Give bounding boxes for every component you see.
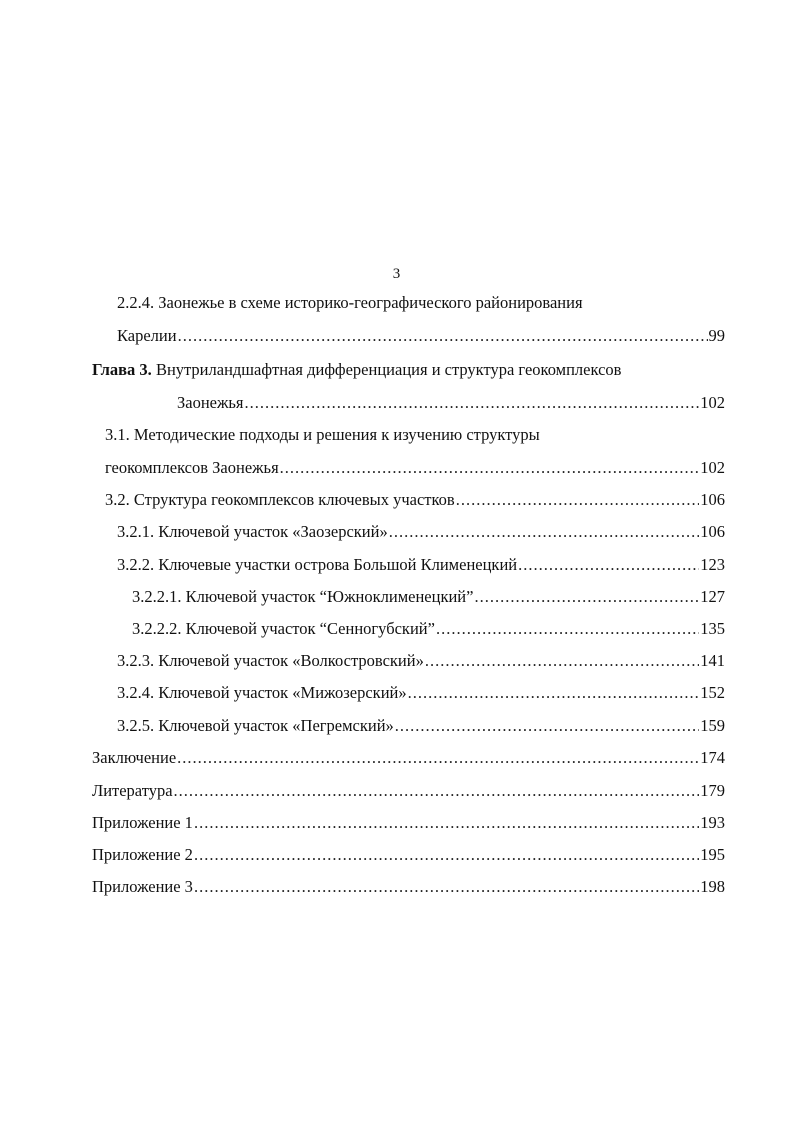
toc-page-number: 127 — [700, 587, 725, 606]
toc-entry-title: геокомплексов Заонежья — [105, 458, 279, 477]
toc-entry-3-2-2 — [117, 555, 725, 575]
toc-entry-title: 3.2.4. Ключевой участок «Мижозерский» — [117, 683, 407, 702]
toc-page-number: 179 — [700, 781, 725, 800]
toc-entry-last-line — [117, 326, 725, 346]
toc-entry-title: 3.2.2.1. Ключевой участок “Южноклименецкий” — [132, 587, 474, 606]
toc-entry-conclusion — [92, 748, 725, 768]
chapter-title: Внутриландшафтная дифференциация и структура геокомплексов — [151, 360, 622, 379]
toc-entry-title: 3.2.5. Ключевой участок «Пегремский» — [117, 716, 394, 735]
dot-leader — [194, 813, 699, 833]
toc-page-number: 102 — [700, 458, 725, 477]
toc-entry-title: 3.2.1. Ключевой участок «Заозерский» — [117, 522, 388, 541]
toc-entry-title: 3.2. Структура геокомплексов ключевых участков — [105, 490, 455, 509]
dot-leader — [245, 393, 700, 413]
chapter-label: Глава 3. — [92, 360, 152, 379]
dot-leader — [280, 458, 700, 478]
dot-leader — [474, 587, 699, 607]
toc-entry-3-2-2-1 — [132, 587, 725, 607]
toc-entry-3-2-2-2 — [132, 619, 725, 639]
toc-entry-title-line — [92, 360, 725, 380]
dot-leader — [178, 326, 708, 346]
toc-entry-title: Приложение 3 — [92, 877, 193, 896]
toc-entry-appendix-1 — [92, 813, 725, 833]
toc-entry-3-2-3 — [117, 651, 725, 671]
toc-entry-title: Приложение 2 — [92, 845, 193, 864]
dot-leader — [518, 555, 699, 575]
toc-page-number: 135 — [700, 619, 725, 638]
dot-leader — [395, 716, 699, 736]
dot-leader — [177, 748, 699, 768]
toc-page-number: 123 — [700, 555, 725, 574]
dot-leader — [425, 651, 699, 671]
toc-entry-title: 3.2.2. Ключевые участки острова Большой Клименецкий — [117, 555, 518, 574]
toc-entry-3-1 — [105, 425, 725, 478]
toc-page-number: 152 — [700, 683, 725, 702]
toc-page-number: 141 — [700, 651, 725, 670]
toc-page-number: 106 — [700, 490, 725, 509]
toc-entry-3-2 — [105, 490, 725, 510]
toc-entry-title-line: 2.2.4. Заонежье в схеме историко-географического районирования — [117, 293, 583, 312]
toc-entry-title: 3.2.3. Ключевой участок «Волкостровский» — [117, 651, 424, 670]
toc-entry-2-2-4 — [117, 293, 725, 346]
toc-entry-chapter-3 — [92, 360, 725, 413]
toc-entry-3-2-5 — [117, 716, 725, 736]
toc-page-number: 102 — [700, 393, 725, 412]
toc-entry-title: Заонежья — [177, 393, 244, 412]
toc-page-number: 198 — [700, 877, 725, 896]
toc-page-number: 159 — [700, 716, 725, 735]
toc-entry-appendix-3 — [92, 877, 725, 897]
toc-entry-title: Литература — [92, 781, 173, 800]
toc-entry-last-line — [105, 458, 725, 478]
toc-entry-3-2-1 — [117, 522, 725, 542]
dot-leader — [194, 877, 699, 897]
toc-entry-title: Заключение — [92, 748, 177, 767]
toc-page-number: 193 — [700, 813, 725, 832]
toc-page-number: 174 — [700, 748, 725, 767]
dot-leader — [194, 845, 699, 865]
dot-leader — [408, 683, 700, 703]
dot-leader — [174, 781, 700, 801]
dot-leader — [389, 522, 700, 542]
toc-entry-title-line: 3.1. Методические подходы и решения к изучению структуры — [105, 425, 540, 444]
dot-leader — [436, 619, 699, 639]
toc-entry-last-line — [92, 393, 725, 413]
toc-page-number: 99 — [708, 326, 725, 345]
dot-leader — [456, 490, 700, 510]
toc-page-number: 195 — [700, 845, 725, 864]
toc-entry-literature — [92, 781, 725, 801]
toc-entry-title: 3.2.2.2. Ключевой участок “Сенногубский” — [132, 619, 435, 638]
toc-entry-appendix-2 — [92, 845, 725, 865]
toc-entry-title: Приложение 1 — [92, 813, 193, 832]
page-number: 3 — [392, 266, 401, 282]
toc-entry-title: Карелии — [117, 326, 177, 345]
toc-entry-3-2-4 — [117, 683, 725, 703]
toc-page-number: 106 — [700, 522, 725, 541]
